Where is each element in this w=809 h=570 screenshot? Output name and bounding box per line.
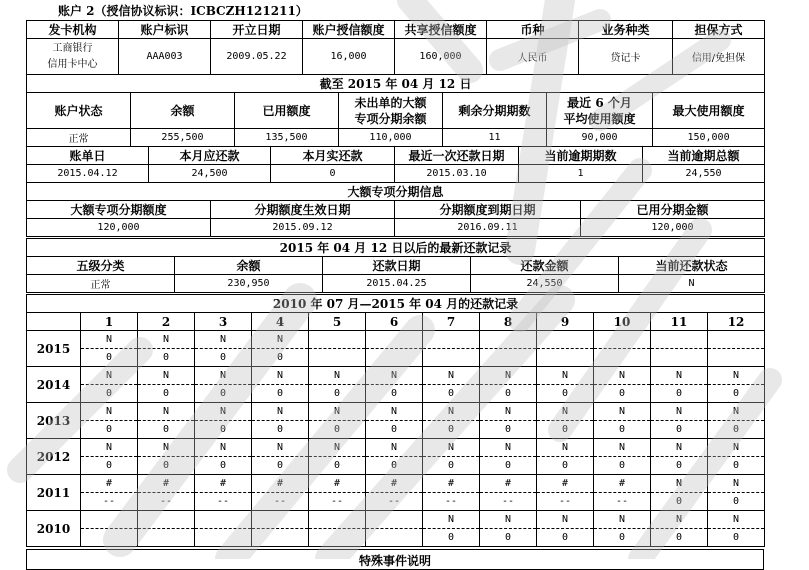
history-amount-cell — [423, 349, 480, 367]
header-currency: 币种 — [487, 21, 579, 39]
value-overdue-periods: 1 — [519, 165, 643, 183]
history-status-cell: N — [651, 403, 708, 421]
history-status-cell: N — [195, 331, 252, 349]
history-year-label: 2014 — [27, 367, 81, 403]
history-amount-cell: 0 — [138, 457, 195, 475]
history-status-row — [27, 331, 765, 349]
history-amount-cell: 0 — [252, 421, 309, 439]
value-repay-date: 2015.04.25 — [323, 275, 471, 293]
history-status-cell: N — [252, 367, 309, 385]
latest-repay-title: 2015 年 04 月 12 日以后的最新还款记录 — [27, 239, 765, 257]
history-status-cell — [366, 331, 423, 349]
header-repay-balance: 余额 — [175, 257, 323, 275]
header-max-usage: 最大使用额度 — [653, 93, 765, 129]
history-amount-cell: 0 — [708, 385, 765, 403]
history-status-cell: N — [537, 511, 594, 529]
header-unbilled-installment: 未出单的大额 专项分期余额 — [339, 93, 443, 129]
month-header-row — [27, 313, 765, 331]
history-status-cell: N — [423, 439, 480, 457]
history-amount-cell — [366, 349, 423, 367]
history-amount-cell: 0 — [708, 529, 765, 547]
footer-section-title: 特殊事件说明 — [27, 550, 764, 570]
history-status-cell — [651, 331, 708, 349]
as-of-title: 截至 2015 年 04 月 12 日 — [27, 75, 765, 93]
value-repay-balance: 230,950 — [175, 275, 323, 293]
history-amount-cell: 0 — [594, 385, 651, 403]
history-status-cell: N — [366, 403, 423, 421]
history-amount-cell: 0 — [423, 385, 480, 403]
history-amount-cell — [708, 349, 765, 367]
footer-table — [26, 549, 764, 570]
history-amount-cell: 0 — [81, 385, 138, 403]
history-amount-cell: -- — [594, 493, 651, 511]
history-year-label: 2013 — [27, 403, 81, 439]
history-year-label: 2010 — [27, 511, 81, 547]
month-header-9: 9 — [537, 313, 594, 331]
history-year-label: 2015 — [27, 331, 81, 367]
history-amount-cell: 0 — [309, 457, 366, 475]
value-balance: 255,500 — [131, 129, 235, 147]
history-status-cell: # — [480, 475, 537, 493]
history-amount-cell: -- — [309, 493, 366, 511]
history-status-cell: N — [138, 439, 195, 457]
history-amount-cell: 0 — [195, 457, 252, 475]
value-due-amount: 24,500 — [149, 165, 271, 183]
installment-value-row — [27, 219, 765, 237]
history-amount-cell — [366, 529, 423, 547]
history-amount-cell — [195, 529, 252, 547]
history-amount-cell: 0 — [480, 457, 537, 475]
history-amount-cell — [309, 349, 366, 367]
card-info-header-row — [27, 21, 765, 39]
history-amount-cell — [651, 349, 708, 367]
history-amount-cell: 0 — [423, 457, 480, 475]
latest-repay-header-row — [27, 257, 765, 275]
history-amount-cell — [252, 529, 309, 547]
history-amount-row — [27, 529, 765, 547]
header-credit-limit: 账户授信额度 — [303, 21, 395, 39]
history-status-cell: N — [708, 511, 765, 529]
history-year-label: 2011 — [27, 475, 81, 511]
history-amount-cell: 0 — [138, 421, 195, 439]
history-status-cell: N — [138, 367, 195, 385]
value-business-type: 贷记卡 — [579, 39, 673, 75]
history-status-cell: N — [81, 331, 138, 349]
history-amount-cell: 0 — [138, 385, 195, 403]
month-header-1: 1 — [81, 313, 138, 331]
history-status-cell: N — [708, 367, 765, 385]
history-status-cell: # — [537, 475, 594, 493]
history-amount-cell: 0 — [252, 385, 309, 403]
history-year-label: 2012 — [27, 439, 81, 475]
history-amount-cell — [309, 529, 366, 547]
value-installment-start: 2015.09.12 — [211, 219, 395, 237]
history-amount-cell: 0 — [651, 529, 708, 547]
header-installment-end: 分期额度到期日期 — [395, 201, 581, 219]
history-amount-cell: 0 — [651, 457, 708, 475]
history-status-cell: # — [594, 475, 651, 493]
history-amount-cell: 0 — [480, 421, 537, 439]
history-status-cell: N — [81, 367, 138, 385]
history-status-cell — [81, 511, 138, 529]
history-status-cell: N — [81, 439, 138, 457]
value-avg-usage: 90,000 — [547, 129, 653, 147]
history-status-cell: # — [138, 475, 195, 493]
history-status-cell: N — [195, 403, 252, 421]
installment-table — [26, 182, 765, 237]
month-header-5: 5 — [309, 313, 366, 331]
history-status-cell: N — [651, 367, 708, 385]
history-amount-cell: 0 — [594, 529, 651, 547]
history-amount-cell — [537, 349, 594, 367]
history-amount-cell: 0 — [651, 421, 708, 439]
value-remaining-periods: 11 — [443, 129, 547, 147]
history-amount-row — [27, 421, 765, 439]
history-status-cell: N — [309, 439, 366, 457]
history-amount-cell: 0 — [195, 385, 252, 403]
history-amount-cell — [138, 529, 195, 547]
month-header-2: 2 — [138, 313, 195, 331]
history-status-cell — [366, 511, 423, 529]
history-status-cell: N — [480, 511, 537, 529]
history-amount-cell: 0 — [480, 529, 537, 547]
value-repay-status: N — [619, 275, 765, 293]
installment-header-row — [27, 201, 765, 219]
history-status-cell: N — [366, 439, 423, 457]
value-last-payment-date: 2015.03.10 — [395, 165, 519, 183]
value-shared-limit: 160,000 — [395, 39, 487, 75]
history-amount-cell: 0 — [366, 421, 423, 439]
history-amount-row — [27, 493, 765, 511]
history-amount-cell: 0 — [252, 457, 309, 475]
history-table — [26, 294, 765, 547]
history-status-cell: N — [708, 403, 765, 421]
history-status-cell — [195, 511, 252, 529]
card-info-value-row — [27, 39, 765, 75]
history-status-cell: N — [309, 367, 366, 385]
month-header-6: 6 — [366, 313, 423, 331]
value-installment-used: 120,000 — [581, 219, 765, 237]
history-status-cell: N — [309, 403, 366, 421]
history-amount-cell: 0 — [423, 529, 480, 547]
history-status-cell: N — [537, 367, 594, 385]
history-status-cell: N — [480, 439, 537, 457]
value-used-limit: 135,500 — [235, 129, 339, 147]
header-installment-start: 分期额度生效日期 — [211, 201, 395, 219]
history-status-cell: N — [480, 403, 537, 421]
account-title: 账户 2（授信协议标识：ICBCZH121211） — [58, 4, 308, 18]
history-amount-cell: -- — [423, 493, 480, 511]
history-amount-cell: 0 — [81, 349, 138, 367]
history-amount-cell: 0 — [195, 421, 252, 439]
history-status-cell: N — [252, 439, 309, 457]
value-open-date: 2009.05.22 — [211, 39, 303, 75]
history-status-cell: N — [138, 403, 195, 421]
history-amount-cell: 0 — [537, 421, 594, 439]
history-status-cell: N — [423, 511, 480, 529]
month-header-blank — [27, 313, 81, 331]
history-amount-cell: 0 — [309, 421, 366, 439]
month-header-7: 7 — [423, 313, 480, 331]
history-status-cell: N — [651, 475, 708, 493]
history-status-cell — [309, 331, 366, 349]
history-amount-cell — [594, 349, 651, 367]
header-installment-used: 已用分期金额 — [581, 201, 765, 219]
history-amount-cell: -- — [366, 493, 423, 511]
history-status-cell: N — [480, 367, 537, 385]
value-account-id: AAA003 — [119, 39, 211, 75]
history-status-cell: N — [81, 403, 138, 421]
header-shared-limit: 共享授信额度 — [395, 21, 487, 39]
month-header-3: 3 — [195, 313, 252, 331]
history-amount-cell: -- — [537, 493, 594, 511]
header-overdue-total: 当前逾期总额 — [643, 147, 765, 165]
value-installment-limit: 120,000 — [27, 219, 211, 237]
status-value-row — [27, 129, 765, 147]
history-amount-cell: 0 — [480, 385, 537, 403]
history-status-cell: N — [537, 439, 594, 457]
status-table — [26, 74, 765, 147]
history-status-cell: # — [195, 475, 252, 493]
history-status-cell: N — [651, 511, 708, 529]
history-amount-cell: -- — [81, 493, 138, 511]
history-status-cell — [537, 331, 594, 349]
history-status-cell: N — [138, 331, 195, 349]
history-amount-row — [27, 385, 765, 403]
history-status-cell: N — [423, 367, 480, 385]
history-status-cell: N — [195, 439, 252, 457]
value-credit-limit: 16,000 — [303, 39, 395, 75]
history-status-cell: N — [708, 475, 765, 493]
header-business-type: 业务种类 — [579, 21, 673, 39]
history-status-cell — [480, 331, 537, 349]
latest-repay-table — [26, 238, 765, 293]
history-status-row — [27, 511, 765, 529]
history-amount-cell: 0 — [537, 457, 594, 475]
history-amount-cell: 0 — [594, 421, 651, 439]
month-header-11: 11 — [651, 313, 708, 331]
history-amount-cell: 0 — [708, 457, 765, 475]
history-amount-cell — [480, 349, 537, 367]
history-status-cell: # — [309, 475, 366, 493]
history-amount-cell: 0 — [651, 493, 708, 511]
header-paid-amount: 本月实还款 — [271, 147, 395, 165]
history-status-cell: N — [651, 439, 708, 457]
history-amount-cell: 0 — [708, 493, 765, 511]
month-header-10: 10 — [594, 313, 651, 331]
history-status-cell: N — [594, 439, 651, 457]
header-installment-limit: 大额专项分期额度 — [27, 201, 211, 219]
latest-repay-value-row — [27, 275, 765, 293]
history-status-cell: # — [252, 475, 309, 493]
header-avg-usage: 最近 6 个月 平均使用额度 — [547, 93, 653, 129]
history-amount-cell: 0 — [366, 385, 423, 403]
header-remaining-periods: 剩余分期期数 — [443, 93, 547, 129]
history-status-cell — [309, 511, 366, 529]
value-unbilled-installment: 110,000 — [339, 129, 443, 147]
history-amount-cell: -- — [252, 493, 309, 511]
history-status-row — [27, 475, 765, 493]
history-amount-cell: 0 — [309, 385, 366, 403]
card-info-table — [26, 20, 765, 75]
header-issuer: 发卡机构 — [27, 21, 119, 39]
history-amount-cell: -- — [480, 493, 537, 511]
value-issuer: 工商银行 信用卡中心 — [27, 39, 119, 75]
header-overdue-periods: 当前逾期期数 — [519, 147, 643, 165]
header-repay-amount: 还款金额 — [471, 257, 619, 275]
history-status-row — [27, 367, 765, 385]
history-status-cell — [708, 331, 765, 349]
history-status-cell: # — [366, 475, 423, 493]
history-amount-cell: 0 — [252, 349, 309, 367]
history-amount-cell: 0 — [423, 421, 480, 439]
value-currency: 人民币 — [487, 39, 579, 75]
history-status-cell — [423, 331, 480, 349]
history-status-cell: N — [195, 367, 252, 385]
value-guarantee: 信用/免担保 — [673, 39, 765, 75]
header-used-limit: 已用额度 — [235, 93, 339, 129]
header-repay-status: 当前还款状态 — [619, 257, 765, 275]
history-status-cell: N — [708, 439, 765, 457]
history-amount-cell: 0 — [195, 349, 252, 367]
bill-header-row — [27, 147, 765, 165]
month-header-4: 4 — [252, 313, 309, 331]
header-bill-date: 账单日 — [27, 147, 149, 165]
history-status-cell — [252, 511, 309, 529]
history-amount-cell: 0 — [366, 457, 423, 475]
value-overdue-total: 24,550 — [643, 165, 765, 183]
history-amount-cell: 0 — [708, 421, 765, 439]
history-status-cell: N — [594, 511, 651, 529]
history-amount-cell: 0 — [138, 349, 195, 367]
history-status-cell: N — [366, 367, 423, 385]
status-header-row — [27, 93, 765, 129]
history-status-cell: N — [423, 403, 480, 421]
history-amount-cell — [81, 529, 138, 547]
history-amount-cell: 0 — [81, 457, 138, 475]
header-repay-date: 还款日期 — [323, 257, 471, 275]
header-guarantee: 担保方式 — [673, 21, 765, 39]
value-classification: 正常 — [27, 275, 175, 293]
history-amount-row — [27, 457, 765, 475]
value-paid-amount: 0 — [271, 165, 395, 183]
history-amount-cell: 0 — [537, 385, 594, 403]
history-status-row — [27, 439, 765, 457]
month-header-8: 8 — [480, 313, 537, 331]
history-status-cell: N — [537, 403, 594, 421]
history-status-cell: # — [423, 475, 480, 493]
month-header-12: 12 — [708, 313, 765, 331]
value-repay-amount: 24,550 — [471, 275, 619, 293]
header-due-amount: 本月应还款 — [149, 147, 271, 165]
header-account-status: 账户状态 — [27, 93, 131, 129]
history-status-cell: N — [252, 331, 309, 349]
header-open-date: 开立日期 — [211, 21, 303, 39]
history-amount-cell: -- — [195, 493, 252, 511]
history-amount-cell: 0 — [81, 421, 138, 439]
header-account-id: 账户标识 — [119, 21, 211, 39]
history-status-cell: # — [81, 475, 138, 493]
value-installment-end: 2016.09.11 — [395, 219, 581, 237]
history-amount-cell: 0 — [651, 385, 708, 403]
header-last-payment-date: 最近一次还款日期 — [395, 147, 519, 165]
installment-title: 大额专项分期信息 — [27, 183, 765, 201]
value-bill-date: 2015.04.12 — [27, 165, 149, 183]
bill-table — [26, 146, 765, 183]
header-balance: 余额 — [131, 93, 235, 129]
history-status-cell: N — [594, 367, 651, 385]
history-amount-cell: 0 — [594, 457, 651, 475]
value-account-status: 正常 — [27, 129, 131, 147]
history-status-cell — [594, 331, 651, 349]
history-amount-cell: -- — [138, 493, 195, 511]
history-amount-cell: 0 — [537, 529, 594, 547]
value-max-usage: 150,000 — [653, 129, 765, 147]
history-status-cell: N — [594, 403, 651, 421]
history-status-cell: N — [252, 403, 309, 421]
history-amount-row — [27, 349, 765, 367]
history-title: 2010 年 07 月—2015 年 04 月的还款记录 — [27, 295, 765, 313]
bill-value-row — [27, 165, 765, 183]
header-classification: 五级分类 — [27, 257, 175, 275]
history-status-cell — [138, 511, 195, 529]
history-status-row — [27, 403, 765, 421]
